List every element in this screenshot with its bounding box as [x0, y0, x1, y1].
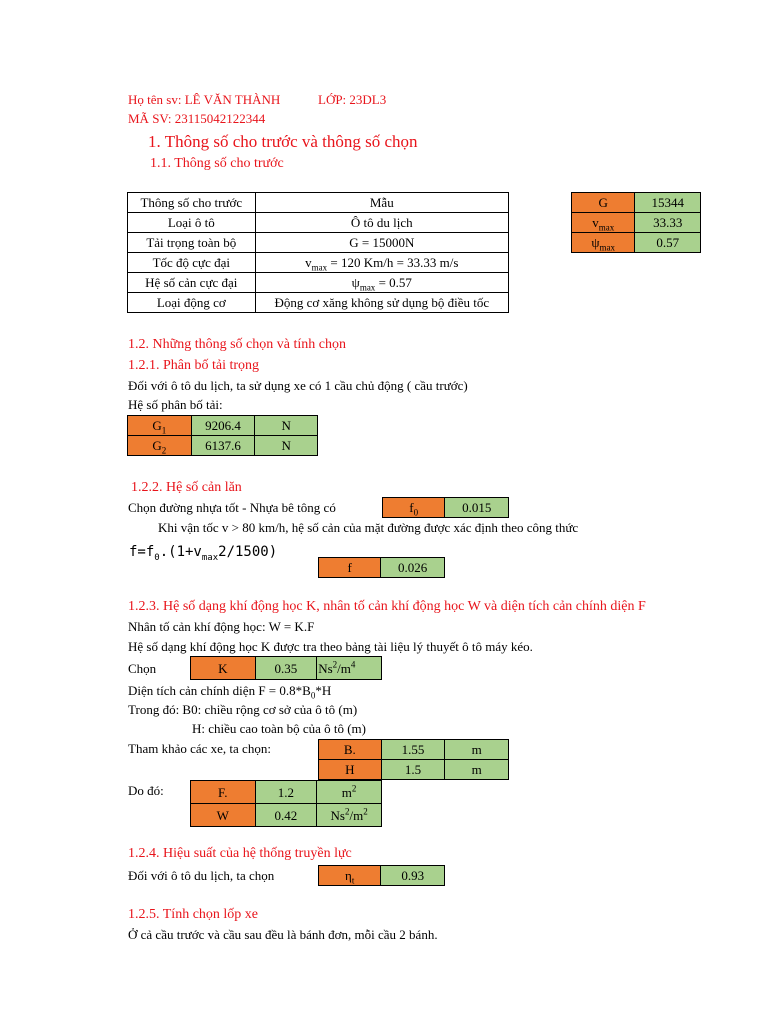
table-row — [319, 740, 509, 760]
table-cell: 33.33 — [635, 213, 701, 233]
table-cell — [128, 416, 192, 436]
table-cell — [255, 253, 508, 273]
table-header: Mẫu — [255, 193, 508, 213]
table-cell: 0.42 — [255, 804, 317, 827]
subscript: 0 — [154, 552, 160, 563]
table-cell: Loại ô tô — [128, 213, 256, 233]
formula-part: f=f — [129, 544, 155, 560]
summary-table — [571, 192, 701, 253]
table-cell: f — [319, 558, 381, 578]
table-cell: 0.026 — [381, 558, 445, 578]
superscript: 4 — [350, 659, 356, 670]
body-text: Chọn — [128, 661, 157, 676]
table-cell-text: = 0.57 — [375, 275, 412, 290]
table-cell — [317, 781, 382, 804]
table-cell: 1.2 — [255, 781, 317, 804]
table-cell: N — [255, 436, 318, 456]
table-cell: 15344 — [635, 193, 701, 213]
table-cell: Tốc độ cực đại — [128, 253, 256, 273]
student-name: Họ tên sv: LÊ VĂN THÀNH — [128, 92, 281, 107]
rolling-formula — [129, 543, 277, 561]
section-1-2-title: 1.2. Những thông số chọn và tính chọn — [128, 337, 346, 352]
table-cell: 1.55 — [381, 740, 445, 760]
table-cell — [319, 866, 381, 886]
subscript: max — [311, 262, 328, 273]
unit-text: Ns — [330, 807, 345, 823]
table-cell — [572, 233, 635, 253]
table-cell: 0.35 — [255, 657, 317, 680]
section-1-2-1-title: 1.2.1. Phân bố tải trọng — [128, 358, 260, 373]
table-row — [128, 293, 509, 313]
table-row — [128, 416, 318, 436]
text-part: Diện tích cản chính diện F = 0.8*B — [128, 683, 311, 698]
superscript: 2 — [363, 806, 368, 817]
section-1-2-4-title: 1.2.4. Hiệu suất của hệ thống truyền lực — [128, 846, 352, 861]
table-cell: Hệ số cản cực đại — [128, 273, 256, 293]
table-cell: 6137.6 — [191, 436, 255, 456]
body-text: H: chiều cao toàn bộ của ô tô (m) — [192, 721, 366, 736]
table-cell: G = 15000N — [255, 233, 508, 253]
body-text: Đối với ô tô du lịch, ta sử dụng xe có 1 cầu chủ động ( cầu trước) — [128, 378, 468, 393]
section-1-2-2-title: 1.2.2. Hệ số cản lăn — [131, 480, 242, 495]
body-text: Chọn đường nhựa tốt - Nhựa bê tông có — [128, 500, 336, 515]
table-cell: m — [445, 740, 509, 760]
table-cell-text: = 120 Km/h = 33.33 m/s — [327, 255, 459, 270]
table-row — [319, 558, 445, 578]
table-cell: 0.57 — [635, 233, 701, 253]
table-cell: 9206.4 — [191, 416, 255, 436]
f0-table — [382, 497, 509, 518]
psi-symbol: ψ — [591, 235, 600, 250]
table-row — [319, 760, 509, 780]
f-symbol: f — [409, 500, 414, 515]
unit-text: /m — [349, 807, 364, 823]
given-parameters-table — [127, 192, 509, 313]
load-distribution-table — [127, 415, 318, 456]
table-row — [128, 233, 509, 253]
formula-part: 2/1500) — [218, 544, 278, 560]
table-cell: Tải trọng toàn bộ — [128, 233, 256, 253]
body-text: Do đó: — [128, 783, 164, 798]
superscript: 2 — [332, 659, 338, 670]
table-cell: B. — [319, 740, 382, 760]
formula-part: .(1+v — [159, 544, 202, 560]
table-cell: H — [319, 760, 382, 780]
efficiency-table — [318, 865, 445, 886]
table-row — [128, 436, 318, 456]
unit-text: Ns — [318, 660, 333, 676]
body-text: Nhân tố cản khí động học: W = K.F — [128, 619, 315, 634]
f-table — [318, 557, 445, 578]
student-id: MÃ SV: 23115042122344 — [128, 111, 266, 126]
table-cell: 1.5 — [381, 760, 445, 780]
body-text: Ở cả cầu trước và cầu sau đều là bánh đơn, mỗi cầu 2 bánh. — [128, 927, 438, 942]
section-1-1-title: 1.1. Thông số cho trước — [150, 156, 284, 171]
v-symbol: v — [305, 255, 312, 270]
table-row — [319, 866, 445, 886]
table-row — [128, 253, 509, 273]
v-symbol: v — [592, 215, 599, 230]
subscript: 0 — [310, 690, 316, 701]
subscript: 1 — [161, 425, 167, 436]
subscript: max — [599, 242, 616, 253]
table-cell — [255, 273, 508, 293]
body-text — [128, 683, 331, 699]
table-cell: G — [572, 193, 635, 213]
unit-text: /m — [337, 660, 351, 676]
student-class: LỚP: 23DL3 — [318, 92, 387, 107]
table-cell: K — [191, 657, 256, 680]
eta-symbol: η — [345, 868, 352, 883]
table-cell — [317, 804, 382, 827]
g-symbol: G — [152, 418, 162, 433]
table-row — [572, 213, 701, 233]
subscript: max — [359, 282, 376, 293]
table-row — [191, 657, 382, 680]
subscript: 0 — [413, 507, 419, 518]
subscript: 2 — [161, 445, 167, 456]
subscript: t — [351, 875, 355, 886]
subscript: max — [201, 552, 219, 563]
table-row — [383, 498, 509, 518]
table-row — [128, 273, 509, 293]
table-cell — [572, 213, 635, 233]
body-text: Khi vận tốc v > 80 km/h, hệ số cản của mặt đường được xác định theo công thức — [158, 520, 579, 535]
table-row — [128, 193, 509, 213]
psi-symbol: ψ — [351, 275, 360, 290]
table-cell: W — [191, 804, 256, 827]
section-1-2-5-title: 1.2.5. Tính chọn lốp xe — [128, 907, 259, 922]
table-cell: Loại động cơ — [128, 293, 256, 313]
body-text: Hệ số dạng khí động học K được tra theo bảng tài liệu lý thuyết ô tô máy kéo. — [128, 639, 533, 654]
body-text: Hệ số phân bố tải: — [128, 397, 223, 412]
section-1-title: 1. Thông số cho trước và thông số chọn — [148, 132, 418, 151]
table-cell: F. — [191, 781, 256, 804]
section-1-2-3-title: 1.2.3. Hệ số dạng khí động học K, nhân tố cản khí động học W và diện tích cản chính diện F — [128, 599, 646, 614]
g-symbol: G — [152, 438, 162, 453]
table-cell — [317, 657, 382, 680]
superscript: 2 — [344, 806, 350, 817]
superscript: 2 — [351, 783, 357, 794]
table-row — [191, 804, 382, 827]
table-row — [191, 781, 382, 804]
body-text: Đối với ô tô du lịch, ta chọn — [128, 868, 275, 883]
unit-text: m — [341, 784, 352, 800]
table-cell: Động cơ xăng không sử dụng bộ điều tốc — [255, 293, 508, 313]
table-cell — [128, 436, 192, 456]
body-text: Tham khảo các xe, ta chọn: — [128, 741, 271, 756]
area-table — [190, 780, 382, 827]
table-cell: Ô tô du lịch — [255, 213, 508, 233]
text-part: *H — [315, 683, 332, 698]
table-row — [128, 213, 509, 233]
table-cell: m — [445, 760, 509, 780]
table-row — [572, 233, 701, 253]
subscript: max — [598, 222, 615, 233]
table-cell: N — [255, 416, 318, 436]
table-header: Thông số cho trước — [128, 193, 256, 213]
k-table — [190, 656, 382, 680]
table-row — [572, 193, 701, 213]
dimensions-table — [318, 739, 509, 780]
body-text: Trong đó: B0: chiều rộng cơ sở của ô tô (m) — [128, 702, 358, 717]
table-cell: 0.93 — [381, 866, 445, 886]
table-cell — [383, 498, 445, 518]
table-cell: 0.015 — [445, 498, 509, 518]
